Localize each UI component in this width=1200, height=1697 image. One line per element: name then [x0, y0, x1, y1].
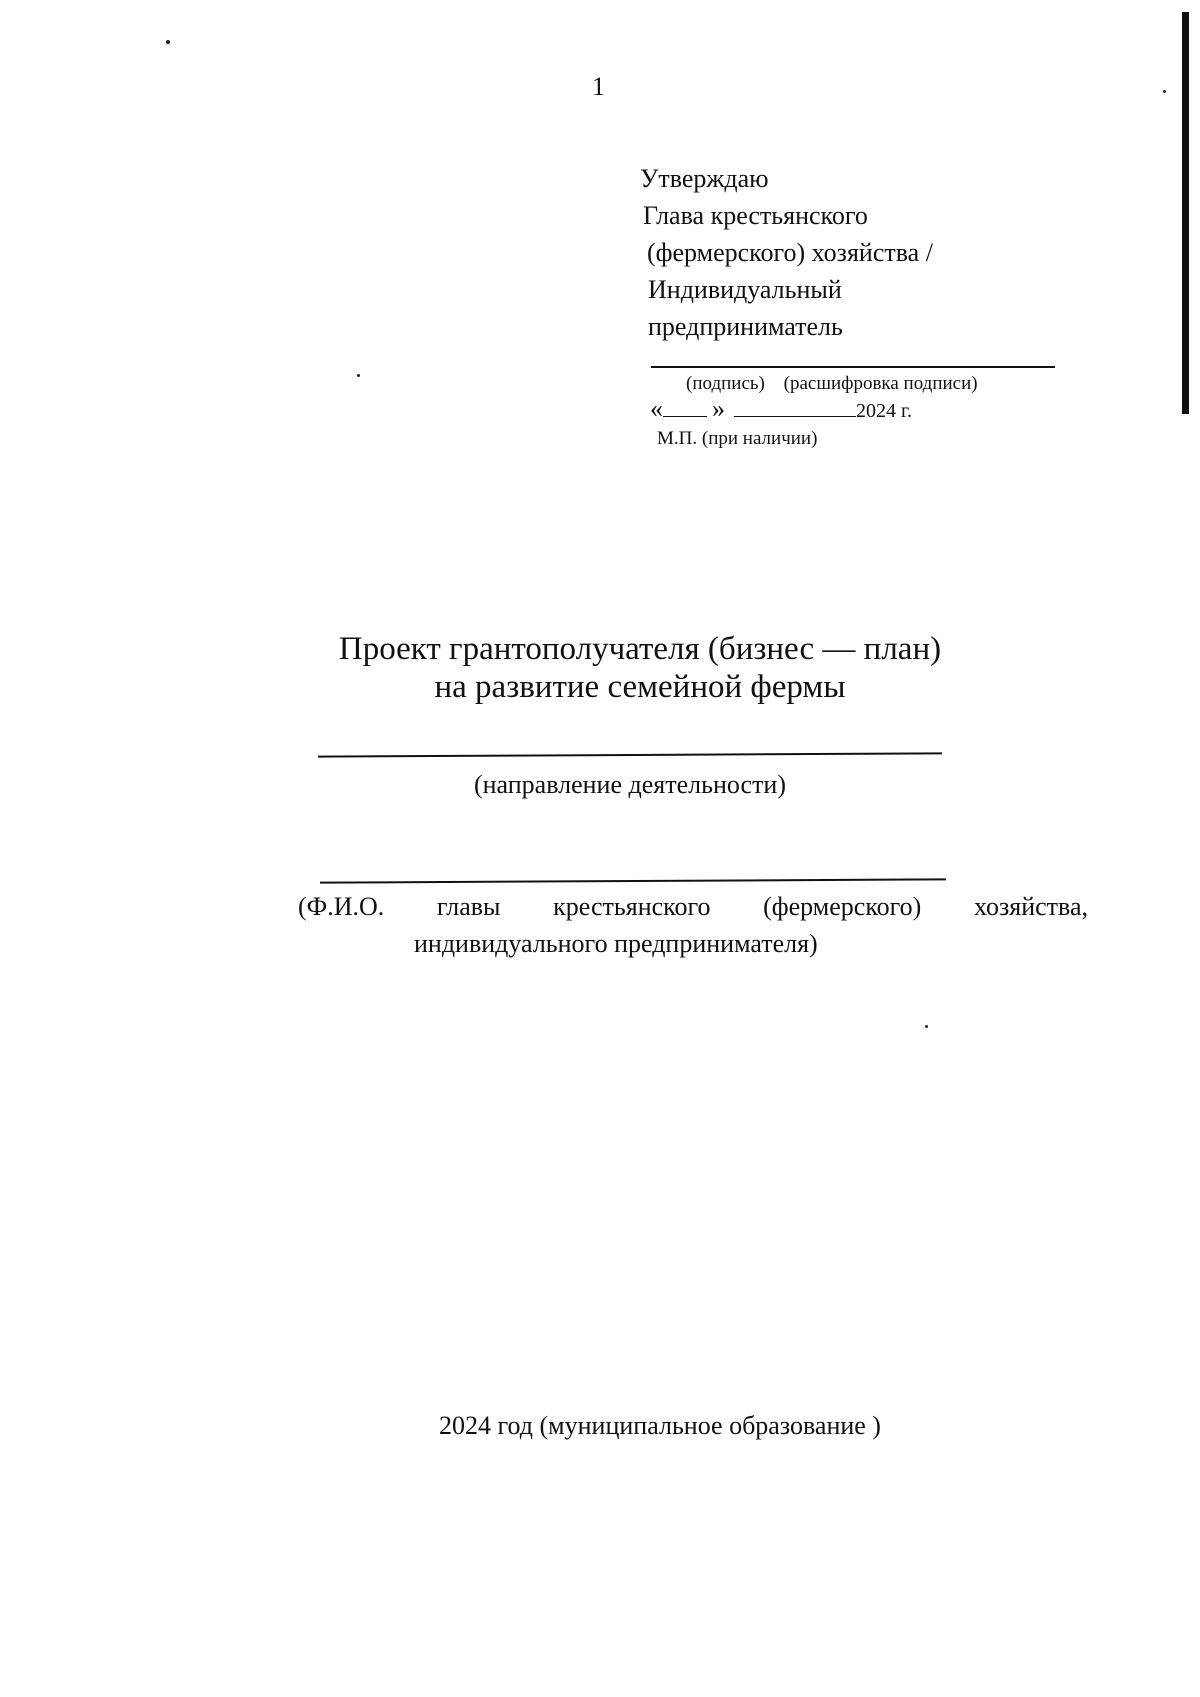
date-line — [650, 394, 912, 424]
quote-close: » — [712, 394, 725, 423]
direction-caption: (направление деятельности) — [473, 770, 787, 799]
approval-line: Глава крестьянского — [643, 201, 868, 230]
page-number: 1 — [592, 72, 605, 101]
quote-open: « — [650, 394, 663, 423]
approval-line: (фермерского) хозяйства / — [647, 238, 933, 267]
approval-block — [640, 160, 1060, 345]
signature-line — [651, 366, 1055, 368]
day-blank — [663, 400, 707, 417]
month-blank — [734, 400, 856, 417]
stamp-note: М.П. (при наличии) — [657, 428, 818, 449]
scan-speck — [357, 374, 360, 377]
scan-speck — [925, 1025, 928, 1028]
direction-line — [318, 752, 942, 757]
title-line: на развитие семейной фермы — [434, 669, 846, 705]
signature-caption-sign: (подпись) — [686, 373, 765, 394]
scan-speck — [166, 40, 170, 44]
title-line: Проект грантополучателя (бизнес — план) — [338, 631, 942, 667]
signature-caption-decode: (расшифровка подписи) — [783, 373, 978, 394]
fio-caption-line: индивидуального предпринимателя) — [414, 929, 818, 958]
fio-caption-line: (Ф.И.О. главы крестьянского (фермерского) хозяйства, — [298, 892, 1088, 921]
footer-year-municipality: 2024 год (муниципальное образование ) — [439, 1411, 881, 1440]
approval-line: Индивидуальный — [648, 275, 842, 304]
approval-line: предприниматель — [648, 312, 843, 341]
fio-line — [320, 878, 946, 883]
scan-edge-bar — [1182, 12, 1189, 414]
signature-caption — [686, 373, 978, 395]
fio-caption — [298, 888, 1088, 962]
approval-line: Утверждаю — [640, 164, 769, 193]
year-suffix: 2024 г. — [856, 400, 912, 422]
document-title — [300, 630, 980, 706]
scan-speck — [1163, 90, 1166, 93]
